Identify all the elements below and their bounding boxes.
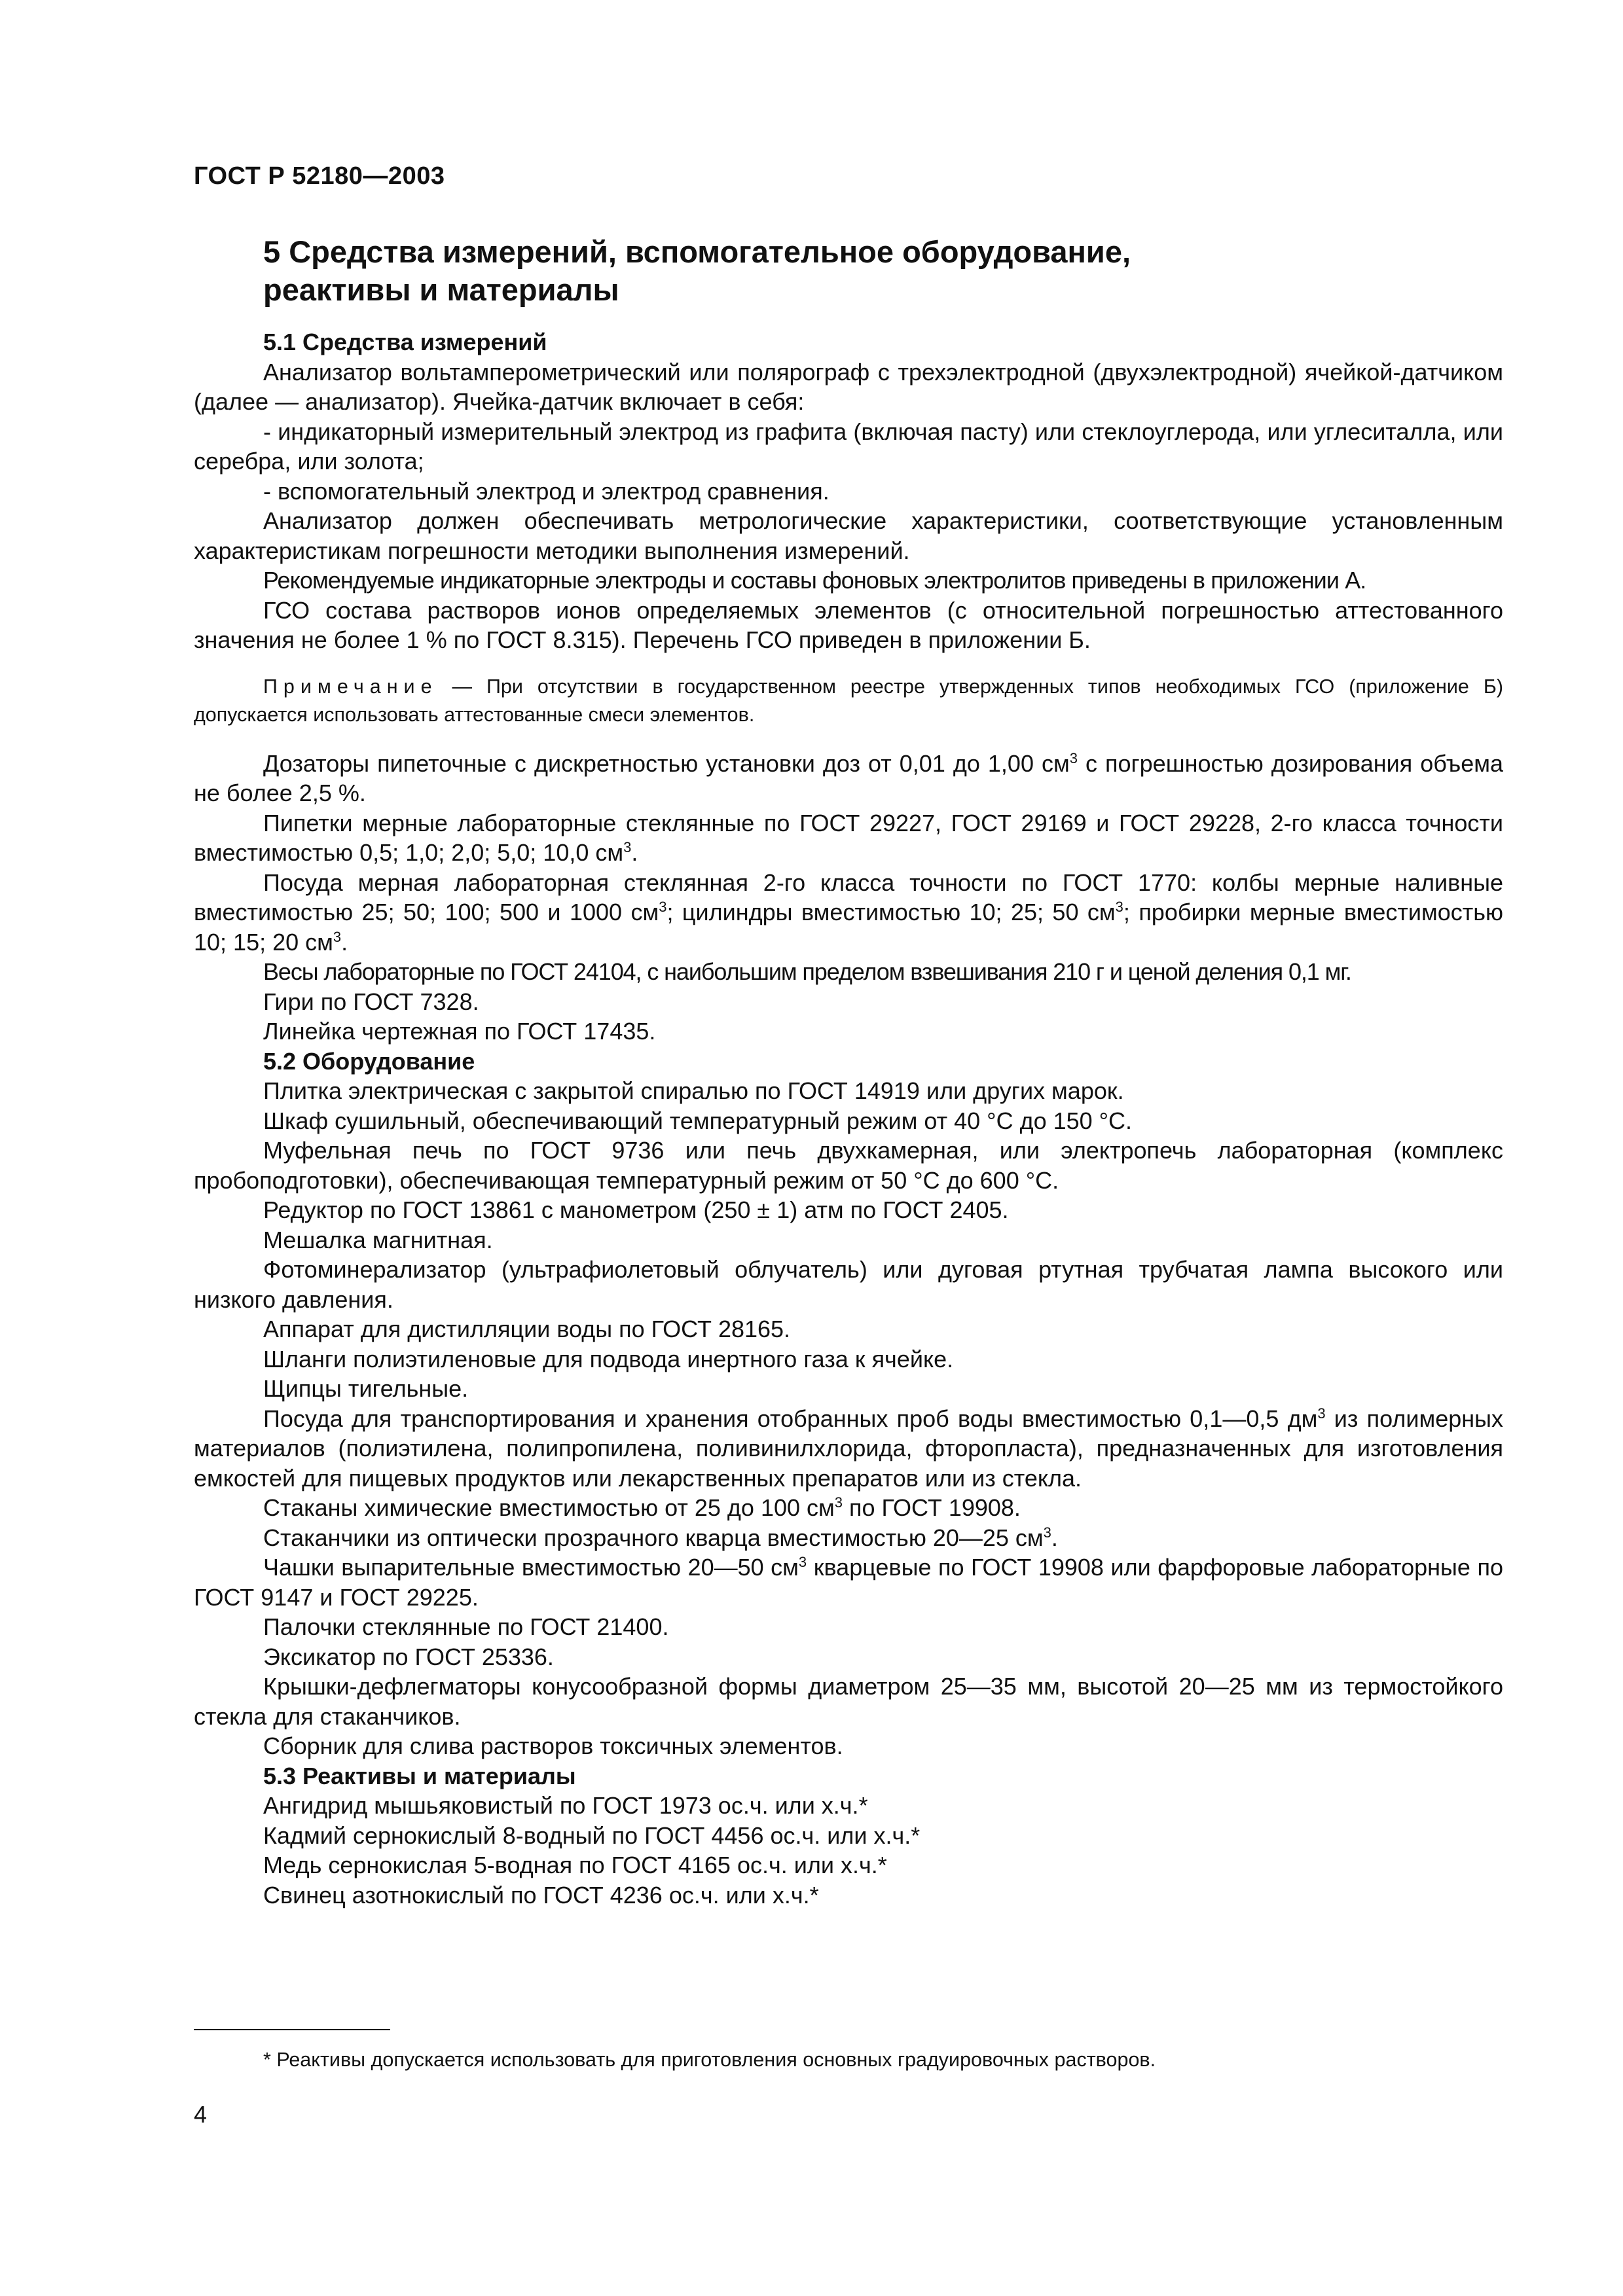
paragraph: Анализатор вольтамперометрический или полярограф с трехэлектродной (двухэлектродной) ячейкой-датчиком (далее — анализатор). Ячейка-датчик включает в себя: (194, 358, 1503, 415)
document-body (194, 327, 1503, 1910)
note-label: Примечание (263, 675, 438, 698)
section-title-line-1: 5 Средства измерений, вспомогательное оборудование, (263, 234, 1131, 269)
paragraph: Крышки-дефлегматоры конусообразной формы диаметром 25—35 мм, высотой 20—25 мм из термостойкого стекла для стаканчиков. (194, 1673, 1503, 1730)
document-id: ГОСТ Р 52180—2003 (194, 162, 445, 190)
paragraph: Ангидрид мышьяковистый по ГОСТ 1973 ос.ч. или х.ч.* (263, 1792, 868, 1819)
paragraph: Чашки выпарительные вместимостью 20—50 $см^3$ кварцевые по ГОСТ 19908 или фарфоровые лабораторные по ГОСТ 9147 и ГОСТ 29225. (194, 1554, 1503, 1611)
paragraph: Анализатор должен обеспечивать метрологические характеристики, соответствующие установленным характеристикам погрешности методики выполнения измерений. (194, 507, 1503, 564)
paragraph: Муфельная печь по ГОСТ 9736 или печь двухкамерная, или электропечь лабораторная (комплекс пробоподготовки), обеспечивающая температурный режим от 50 °С до 600 °С. (194, 1137, 1503, 1194)
paragraph: Плитка электрическая с закрытой спиралью по ГОСТ 14919 или других марок. (263, 1077, 1124, 1104)
footnote-divider (194, 2029, 390, 2030)
paragraph: Стаканчики из оптически прозрачного кварца вместимостью 20—25 $см^3$. (263, 1524, 1058, 1551)
footnote: * Реактивы допускается использовать для приготовления основных градуировочных растворов. (263, 2049, 1156, 2071)
paragraph: Стаканы химические вместимостью от 25 до 100 $см^3$ по ГОСТ 19908. (263, 1494, 1021, 1521)
subsection-heading-5-2: 5.2 Оборудование (263, 1047, 475, 1075)
paragraph: Щипцы тигельные. (263, 1375, 469, 1402)
paragraph: Весы лабораторные по ГОСТ 24104, с наибольшим пределом взвешивания 210 г и ценой деления 0,1 мг. (263, 958, 1351, 985)
note-text: — При отсутствии в государственном реестре утвержденных типов необходимых ГСО (приложение Б) допускается использовать аттестованные смеси элементов. (194, 675, 1503, 726)
paragraph: Кадмий сернокислый 8-водный по ГОСТ 4456 ос.ч. или х.ч.* (263, 1821, 921, 1849)
note (194, 673, 1503, 729)
paragraph: Линейка чертежная по ГОСТ 17435. (263, 1018, 656, 1045)
paragraph: Свинец азотнокислый по ГОСТ 4236 ос.ч. или х.ч.* (263, 1881, 819, 1909)
paragraph: - индикаторный измерительный электрод из графита (включая пасту) или стеклоуглерода, или углеситалла, или серебра, или золота; (194, 418, 1503, 475)
paragraph: Аппарат для дистилляции воды по ГОСТ 28165. (263, 1316, 791, 1342)
paragraph: Дозаторы пипеточные с дискретностью установки доз от 0,01 до 1,00 $см^3$ с погрешностью дозирования объема не более 2,5 %. (194, 749, 1503, 806)
paragraph: Фотоминерализатор (ультрафиолетовый облучатель) или дуговая ртутная трубчатая лампа высокого или низкого давления. (194, 1256, 1503, 1313)
paragraph: Шланги полиэтиленовые для подвода инертного газа к ячейке. (263, 1345, 954, 1372)
paragraph: Шкаф сушильный, обеспечивающий температурный режим от 40 °С до 150 °С. (263, 1107, 1133, 1134)
subsection-heading-5-1: 5.1 Средства измерений (263, 329, 547, 355)
paragraph: ГСО состава растворов ионов определяемых элементов (с относительной погрешностью аттестованного значения не более 1 % по ГОСТ 8.315). Перечень ГСО приведен в приложении Б. (194, 596, 1503, 653)
paragraph: - вспомогательный электрод и электрод сравнения. (263, 477, 830, 505)
paragraph: Посуда для транспортирования и хранения отобранных проб воды вместимостью 0,1—0,5 $дм^3$ из полимерных материалов (полиэтилена, полипропилена, поливинилхлорида, фторопласта), предназначенных для изготовления емкостей для пищевых продуктов или лекарственных препаратов или из стекла. (194, 1405, 1503, 1492)
paragraph: Редуктор по ГОСТ 13861 с манометром (250 ± 1) атм по ГОСТ 2405. (263, 1196, 1009, 1223)
subsection-heading-5-3: 5.3 Реактивы и материалы (263, 1762, 576, 1789)
section-title-line-2: реактивы и материалы (263, 272, 619, 307)
paragraph: Палочки стеклянные по ГОСТ 21400. (263, 1613, 669, 1640)
page-number: 4 (194, 2101, 208, 2128)
paragraph: Пипетки мерные лабораторные стеклянные по ГОСТ 29227, ГОСТ 29169 и ГОСТ 29228, 2-го класса точности вместимостью 0,5; 1,0; 2,0; 5,0; 10,0 $см^3$. (194, 809, 1503, 866)
paragraph: Эксикатор по ГОСТ 25336. (263, 1643, 554, 1670)
paragraph: Посуда мерная лабораторная стеклянная 2-го класса точности по ГОСТ 1770: колбы мерные наливные вместимостью 25; 50; 100; 500 и 1000 $см^3$; цилиндры вместимостью 10; 25; 50 $см^3$; пробирки мерные вместимостью 10; 15; 20 $см^3$. (194, 869, 1503, 956)
paragraph: Медь сернокислая 5-водная по ГОСТ 4165 ос.ч. или х.ч.* (263, 1852, 887, 1878)
paragraph: Рекомендуемые индикаторные электроды и составы фоновых электролитов приведены в приложении А. (263, 567, 1366, 594)
section-title (263, 233, 1507, 309)
paragraph: Мешалка магнитная. (263, 1226, 493, 1253)
paragraph: Гири по ГОСТ 7328. (263, 988, 479, 1015)
paragraph: Сборник для слива растворов токсичных элементов. (263, 1732, 843, 1759)
